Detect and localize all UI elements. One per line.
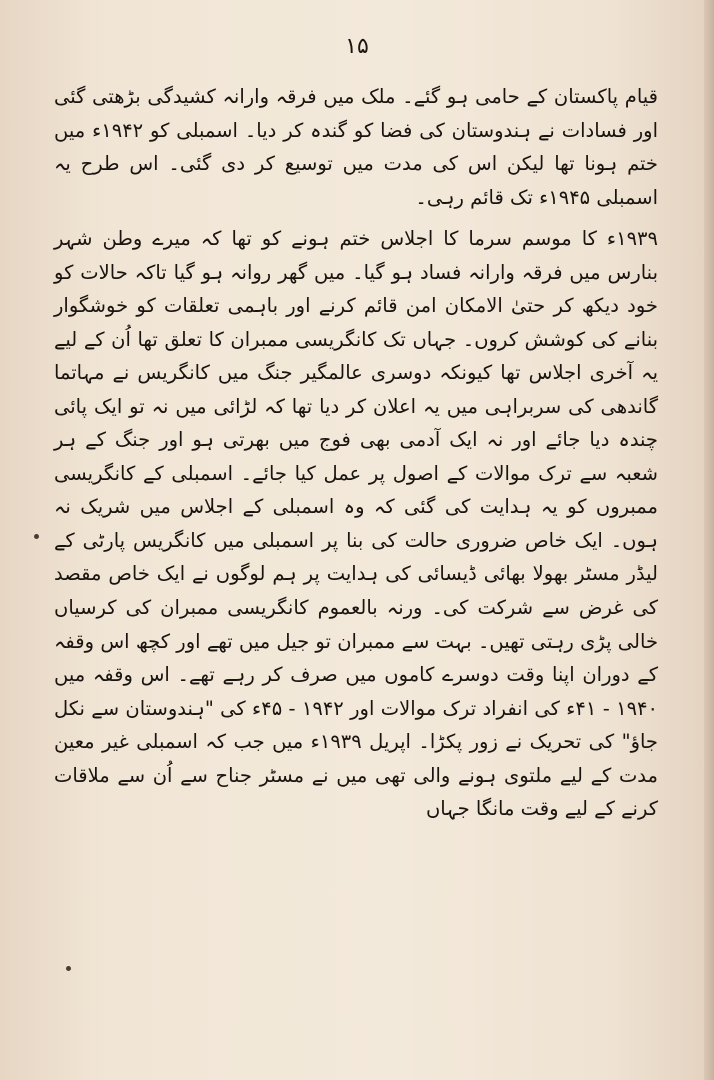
punch-hole-mark (34, 534, 39, 539)
paragraph-2: ۱۹۳۹ء کا موسم سرما کا اجلاس ختم ہونے کو تھا کہ میرے وطن شہر بنارس میں فرقہ وارانہ فساد ہو گیا۔ میں گھر روانہ ہو گیا تاکہ حالات کو خود دیکھ کر حتیٰ الامکان امن قائم کرنے اور باہمی تعلقات کو خوشگوار بنانے کی کوشش کروں۔ جہاں تک کانگریسی ممبران کا تعلق تھا اُن کے لیے یہ آخری اجلاس تھا کیونکہ دوسری عالمگیر جنگ میں کانگریس نے مہاتما گاندھی کی سربراہی میں یہ اعلان کر دیا تھا کہ لڑائی میں نہ تو ایک پائی چندہ دیا جائے اور نہ ایک آدمی بھی فوج میں بھرتی ہو اور جنگ کے ہر شعبہ سے ترک موالات کے اصول پر عمل کیا جائے۔ اسمبلی کے کانگریسی ممبروں کو یہ ہدایت کی گئی کہ وہ اسمبلی کے اجلاس میں شریک نہ ہوں۔ ایک خاص ضروری حالت کی بنا پر اسمبلی میں کانگریس پارٹی کے لیڈر مسٹر بھولا بھائی ڈیسائی کی ہدایت پر ہم لوگوں نے ایک خاص مقصد کی غرض سے شرکت کی۔ ورنہ بالعموم کانگریسی ممبران کی کرسیاں خالی پڑی رہتی تھیں۔ بہت سے ممبران تو جیل میں تھے اور کچھ اس وقفہ کے دوران اپنا وقت دوسرے کاموں میں صرف کر رہے تھے۔ اس وقفہ میں ۱۹۴۰ - ۴۱ء کی انفراد ترک موالات اور ۱۹۴۲ - ۴۵ء کی "ہندوستان سے نکل جاؤ" کی تحریک نے زور پکڑا۔ اپریل ۱۹۳۹ء میں جب کہ اسمبلی غیر معین مدت کے لیے ملتوی ہونے والی تھی میں نے مسٹر جناح سے اُن سے ملاقات کرنے کے لیے وقت مانگا جہاں (54, 227, 658, 821)
page-number: ۱۵ (345, 34, 369, 59)
paragraph-1: قیام پاکستان کے حامی ہو گئے۔ ملک میں فرقہ وارانہ کشیدگی بڑھتی گئی اور فسادات نے ہندوستان کی فضا کو گندہ کر دیا۔ اسمبلی کو ۱۹۴۲ء میں ختم ہونا تھا لیکن اس کی مدت میں توسیع کر دی گئی۔ اس طرح یہ اسمبلی ۱۹۴۵ء تک قائم رہی۔ (54, 85, 658, 209)
punch-hole-mark (66, 966, 71, 971)
page-edge-shadow (704, 0, 714, 1080)
body-text (54, 80, 658, 834)
